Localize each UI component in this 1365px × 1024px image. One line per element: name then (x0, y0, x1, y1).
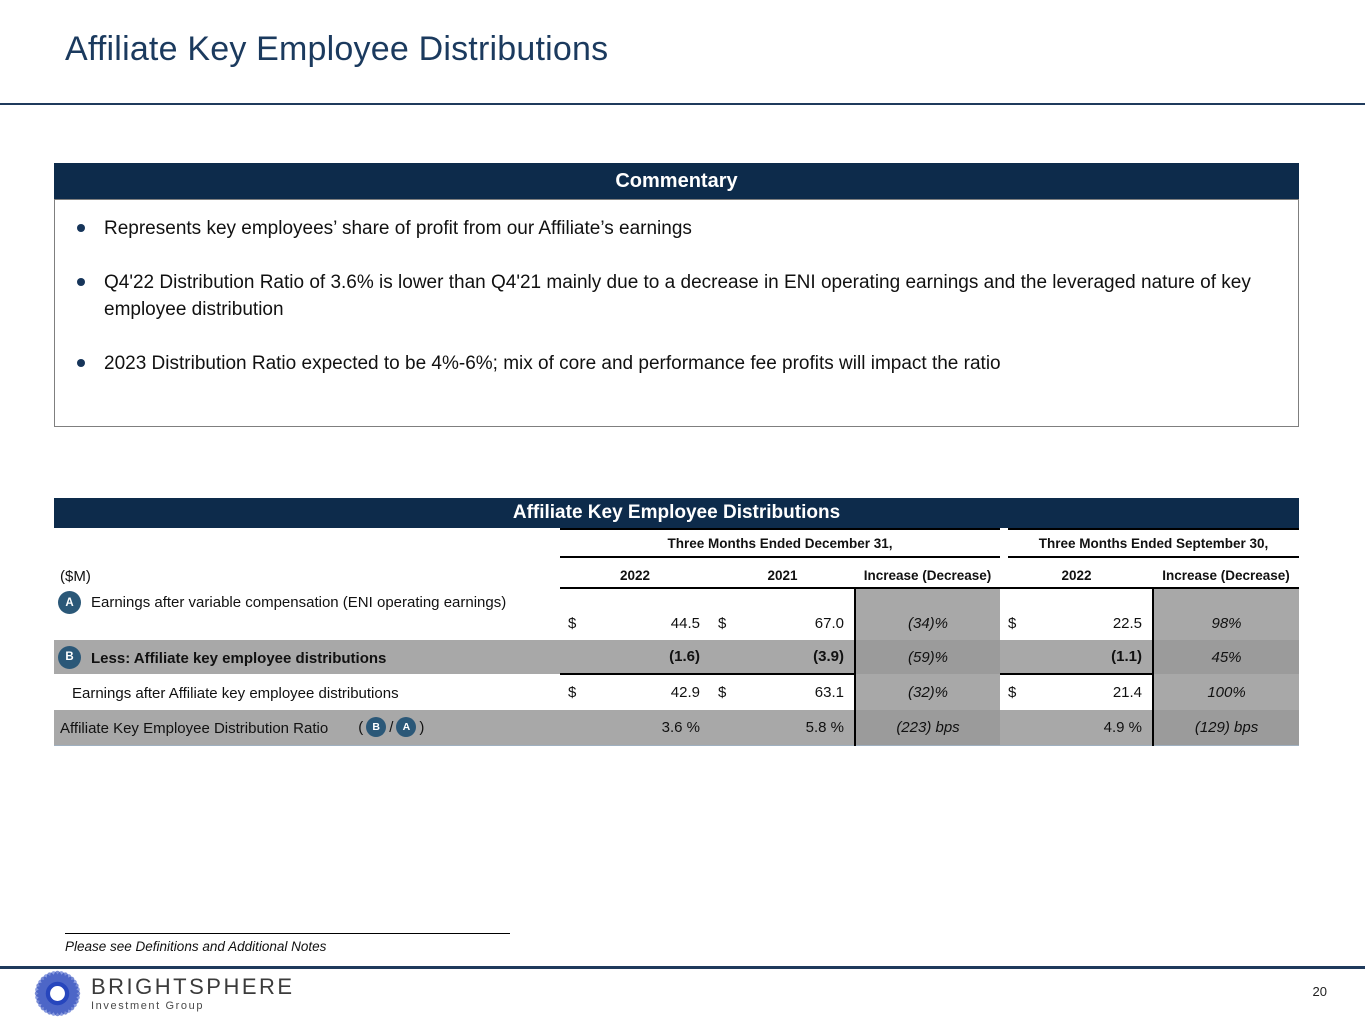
logo-text (91, 975, 295, 1012)
change-cell: (59)% (855, 640, 1000, 674)
row-label: Earnings after Affiliate key employee distributions (72, 684, 399, 702)
row-label: Less: Affiliate key employee distributions (91, 649, 387, 667)
currency-symbol: $ (718, 615, 727, 632)
currency-symbol: $ (568, 684, 577, 701)
value-cell (560, 640, 710, 674)
unit-label: ($M) (60, 568, 91, 585)
value: 22.5 (1112, 615, 1143, 632)
value: 21.4 (1112, 684, 1143, 701)
change-cell: 100% (1153, 674, 1299, 710)
value: 5.8 % (805, 718, 844, 736)
bullet-text: 2023 Distribution Ratio expected to be 4%-6%; mix of core and performance fee profits will impact the ratio (104, 353, 1001, 374)
page-title: Affiliate Key Employee Distributions (65, 30, 609, 68)
commentary-header: Commentary (54, 163, 1299, 199)
value: 4.9 % (1103, 718, 1143, 736)
badge-a-icon: A (396, 717, 416, 737)
distributions-table-section (54, 498, 1299, 746)
bullet-item (77, 215, 1274, 242)
brand-name: BRIGHTSPHERE (91, 974, 295, 999)
change-cell: (34)% (855, 588, 1000, 640)
currency-symbol: $ (1008, 615, 1017, 632)
bullet-text: Represents key employees’ share of profit from our Affiliate’s earnings (104, 218, 692, 239)
value-cell (1000, 710, 1153, 745)
value: (3.9) (813, 648, 844, 665)
group-header-row (54, 528, 1299, 560)
group-header-december: Three Months Ended December 31, (560, 528, 1000, 560)
value-cell (1000, 640, 1153, 674)
group-header-september: Three Months Ended September 30, (1000, 528, 1299, 560)
footnote-divider (65, 933, 510, 934)
title-divider (0, 103, 1365, 105)
page-number: 20 (1312, 984, 1327, 999)
value-cell (710, 640, 855, 674)
value-cell (560, 588, 710, 640)
bullet-text: Q4'22 Distribution Ratio of 3.6% is lower than Q4'21 mainly due to a decrease in ENI operating earnings and the leveraged nature of key employee distribution (104, 272, 1251, 320)
table-title: Affiliate Key Employee Distributions (54, 498, 1299, 528)
commentary-section (54, 163, 1299, 427)
bullet-item (77, 269, 1274, 323)
footer-divider (0, 966, 1365, 969)
row-label: Affiliate Key Employee Distribution Ratio (60, 719, 329, 737)
value: 44.5 (670, 615, 700, 632)
footnote-text: Please see Definitions and Additional Notes (65, 939, 327, 954)
value: 42.9 (670, 684, 700, 701)
commentary-body (54, 199, 1299, 427)
bullet-icon (77, 359, 85, 367)
brand-subtitle: Investment Group (91, 1000, 205, 1012)
brightsphere-logo (34, 970, 295, 1017)
change-cell: (129) bps (1153, 710, 1299, 745)
currency-symbol: $ (568, 615, 577, 632)
row-label-cell (54, 710, 560, 745)
table-row-earnings-after-distributions (54, 674, 1299, 710)
row-label-cell (54, 588, 560, 640)
col-header-dec-2021: 2021 (710, 560, 855, 588)
value-cell (710, 710, 855, 745)
spacer-cell (54, 528, 560, 560)
change-cell: (223) bps (855, 710, 1000, 745)
ratio-formula: ( B / A ) (358, 718, 425, 736)
value: (1.1) (1111, 648, 1143, 665)
value-cell (710, 588, 855, 640)
badge-b-icon: B (58, 646, 81, 669)
value: 67.0 (814, 615, 844, 632)
value-cell (560, 710, 710, 745)
column-header-row (54, 560, 1299, 588)
value-cell (560, 674, 710, 710)
row-label-cell (54, 640, 560, 674)
table-row-distribution-ratio (54, 710, 1299, 745)
bullet-item (77, 350, 1274, 377)
footnote (65, 933, 510, 954)
starburst-icon (34, 970, 81, 1017)
bullet-icon (77, 278, 85, 286)
table-row-eni-operating-earnings (54, 588, 1299, 640)
table-row-key-employee-distributions (54, 640, 1299, 674)
col-header-sep-2022: 2022 (1000, 560, 1153, 588)
currency-symbol: $ (718, 684, 727, 701)
financial-table (54, 528, 1299, 746)
currency-symbol: $ (1008, 684, 1017, 701)
value-cell (710, 674, 855, 710)
row-label: Earnings after variable compensation (ENI operating earnings) (91, 594, 507, 611)
value-cell (1000, 588, 1153, 640)
row-label-cell (54, 674, 560, 710)
value: (1.6) (669, 648, 700, 665)
change-cell: (32)% (855, 674, 1000, 710)
value: 63.1 (814, 684, 844, 701)
change-cell: 45% (1153, 640, 1299, 674)
col-header-sep-change: Increase (Decrease) (1153, 560, 1299, 588)
value-cell (1000, 674, 1153, 710)
col-header-dec-change: Increase (Decrease) (855, 560, 1000, 588)
col-header-dec-2022: 2022 (560, 560, 710, 588)
value: 3.6 % (661, 718, 700, 736)
bullet-icon (77, 224, 85, 232)
badge-b-icon: B (366, 717, 386, 737)
badge-a-icon: A (58, 591, 81, 614)
change-cell: 98% (1153, 588, 1299, 640)
